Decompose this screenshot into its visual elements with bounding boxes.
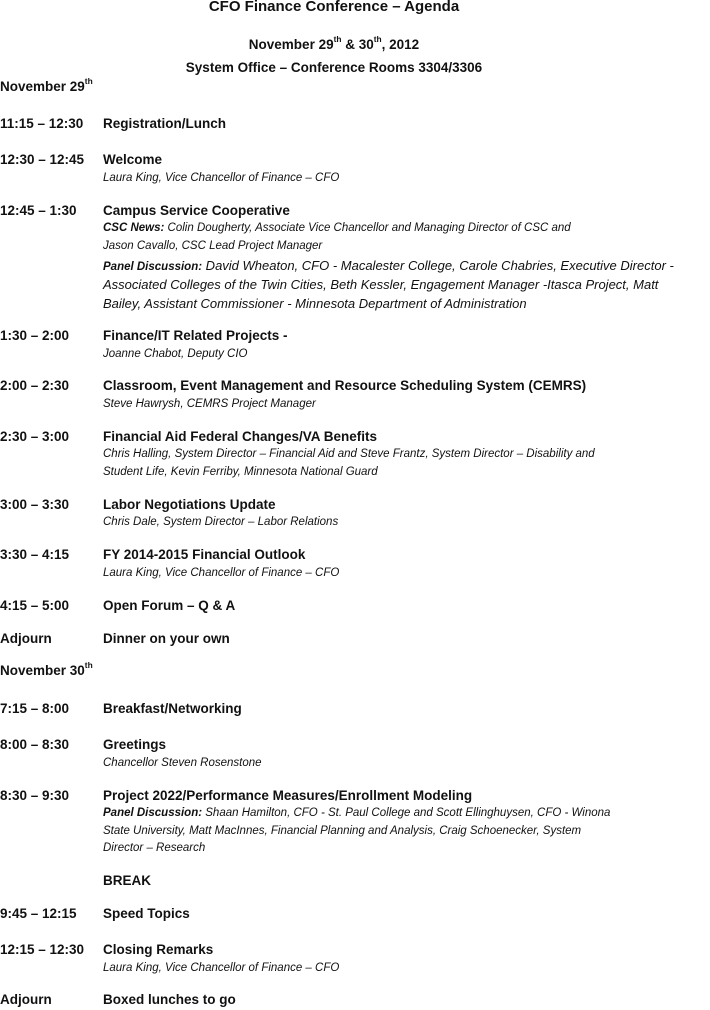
session-title: Campus Service Cooperative (103, 203, 290, 218)
session-time: 3:30 – 4:15 (0, 547, 70, 562)
session-title: Speed Topics (103, 906, 190, 921)
session-title: Boxed lunches to go (103, 992, 236, 1007)
session-speaker: Laura King, Vice Chancellor of Finance – CFO (103, 567, 340, 579)
session-time: Adjourn (0, 992, 52, 1007)
session-speaker: CSC News: Colin Dougherty, Associate Vice Chancellor and Managing Director of CSC and (103, 222, 571, 234)
session-time: 8:30 – 9:30 (0, 788, 70, 803)
session-title: Finance/IT Related Projects - (103, 328, 288, 343)
session-speaker: Chancellor Steven Rosenstone (103, 757, 262, 769)
session-title: Project 2022/Performance Measures/Enrollment Modeling (103, 788, 473, 803)
session-time: 8:00 – 8:30 (0, 737, 70, 752)
session-title: Open Forum – Q & A (103, 598, 236, 613)
session-speaker: Laura King, Vice Chancellor of Finance – CFO (103, 962, 340, 974)
day-heading-nov-30: November 30th (0, 660, 93, 678)
session-title: Registration/Lunch (103, 116, 227, 131)
session-speaker: Chris Halling, System Director – Financial Aid and Steve Frantz, System Director – Disability and (103, 448, 595, 460)
break-label: BREAK (103, 873, 152, 888)
panel-discussion: Panel Discussion: Shaan Hamilton, CFO - St. Paul College and Scott Ellinghuysen, CFO - Winona (103, 807, 611, 819)
conference-dates: November 29th & 30th, 2012 (248, 34, 420, 52)
session-time: 1:30 – 2:00 (0, 328, 70, 343)
session-time: 11:15 – 12:30 (0, 116, 84, 131)
session-title: Financial Aid Federal Changes/VA Benefits (103, 429, 378, 444)
session-title: Greetings (103, 737, 167, 752)
session-time: 4:15 – 5:00 (0, 598, 70, 613)
day-heading-nov-29: November 29th (0, 76, 93, 94)
session-speaker: Student Life, Kevin Ferriby, Minnesota National Guard (103, 466, 378, 478)
conference-location: System Office – Conference Rooms 3304/3306 (185, 60, 483, 75)
session-time: 12:30 – 12:45 (0, 152, 85, 167)
session-time: 12:45 – 1:30 (0, 203, 77, 218)
session-title: Welcome (103, 152, 163, 167)
session-title: Closing Remarks (103, 942, 214, 957)
session-title: Breakfast/Networking (103, 701, 242, 716)
session-title: FY 2014-2015 Financial Outlook (103, 547, 306, 562)
session-time: Adjourn (0, 631, 52, 646)
session-speaker: Chris Dale, System Director – Labor Relations (103, 516, 339, 528)
session-time: 12:15 – 12:30 (0, 942, 85, 957)
session-speaker: Joanne Chabot, Deputy CIO (103, 348, 248, 360)
session-time: 7:15 – 8:00 (0, 701, 70, 716)
panel-discussion: Associated Colleges of the Twin Cities, Beth Kessler, Engagement Manager -Itasca Project, Matt (103, 277, 659, 292)
session-title: Dinner on your own (103, 631, 230, 646)
session-speaker: Laura King, Vice Chancellor of Finance – CFO (103, 172, 340, 184)
session-time: 3:00 – 3:30 (0, 497, 70, 512)
session-speaker: Jason Cavallo, CSC Lead Project Manager (103, 240, 323, 252)
session-time: 2:00 – 2:30 (0, 378, 70, 393)
panel-discussion: Panel Discussion: David Wheaton, CFO - Macalester College, Carole Chabries, Executive Director - (103, 258, 674, 273)
panel-discussion: State University, Matt MacInnes, Financial Planning and Analysis, Craig Schoenecker, System (103, 825, 582, 837)
session-time: 9:45 – 12:15 (0, 906, 77, 921)
panel-discussion: Bailey, Assistant Commissioner - Minnesota Department of Administration (103, 296, 527, 311)
panel-discussion: Director – Research (103, 842, 206, 854)
session-time: 2:30 – 3:00 (0, 429, 70, 444)
session-speaker: Steve Hawrysh, CEMRS Project Manager (103, 398, 316, 410)
session-title: Classroom, Event Management and Resource Scheduling System (CEMRS) (103, 378, 587, 393)
page-title: CFO Finance Conference – Agenda (208, 0, 460, 15)
session-title: Labor Negotiations Update (103, 497, 276, 512)
